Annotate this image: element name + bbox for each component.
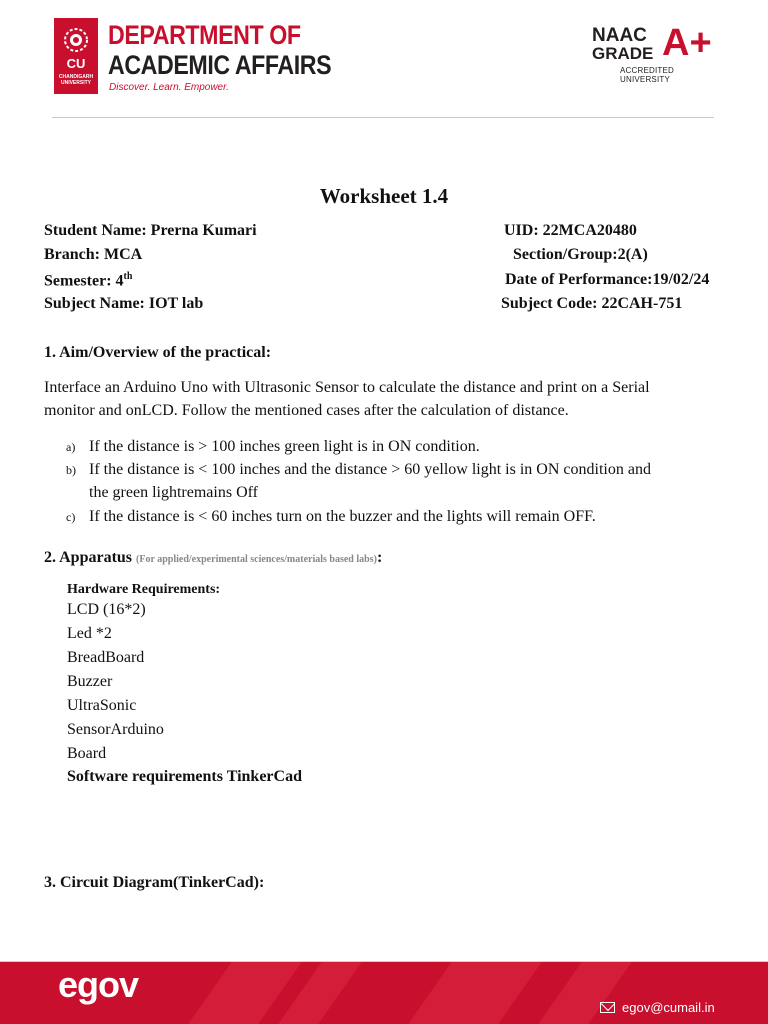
section-group: Section/Group:2(A) [513, 246, 648, 263]
hardware-item: Led *2 [67, 625, 112, 642]
list-item-text: If the distance is < 60 inches turn on the buzzer and the lights will remain OFF. [89, 508, 596, 525]
department-title-line1: DEPARTMENT OF [108, 20, 301, 50]
department-title-line2: ACADEMIC AFFAIRS [108, 50, 332, 80]
hardware-item: LCD (16*2) [67, 601, 146, 618]
list-item-text: If the distance is > 100 inches green light is in ON condition. [89, 438, 480, 455]
semester-text: Semester: 4 [44, 272, 124, 290]
section2-heading [44, 549, 382, 567]
hardware-item: BreadBoard [67, 649, 145, 666]
semester-suffix: th [123, 271, 133, 282]
subject-code: Subject Code: 22CAH-751 [501, 295, 683, 312]
semester [44, 271, 132, 290]
section2-colon: : [376, 549, 383, 566]
date-of-performance: Date of Performance:19/02/24 [505, 271, 710, 288]
header-divider [52, 117, 714, 118]
student-name: Student Name: Prerna Kumari [44, 222, 257, 239]
aim-paragraph-line1: Interface an Arduino Uno with Ultrasonic Sensor to calculate the distance and print on a Serial [44, 379, 650, 396]
worksheet-title: Worksheet 1.4 [319, 184, 449, 208]
hardware-item: Board [67, 745, 107, 762]
hardware-list [67, 598, 164, 766]
section2-note: (For applied/experimental sciences/materials based labs) [136, 554, 377, 565]
subject-name: Subject Name: IOT lab [44, 295, 204, 312]
section1-heading: 1. Aim/Overview of the practical: [44, 344, 272, 361]
aim-paragraph [44, 376, 734, 422]
list-item-text-continued: the green lightremains Off [89, 484, 258, 501]
logo-university-text: CHANDIGARH UNIVERSITY [58, 74, 94, 86]
footer-email[interactable]: egov@cumail.in [622, 1000, 715, 1015]
logo-cu-text: CU [66, 56, 86, 71]
hardware-item: UltraSonic [67, 697, 137, 714]
footer-stripe [408, 962, 541, 1024]
list-item-text: If the distance is < 100 inches and the distance > 60 yellow light is in ON condition and [89, 461, 651, 478]
cu-logo [54, 18, 98, 94]
section2-title: 2. Apparatus [44, 549, 133, 566]
branch: Branch: MCA [44, 246, 143, 263]
egov-logo: egov [58, 964, 139, 1005]
hardware-heading: Hardware Requirements: [67, 582, 221, 597]
naac-accredited-label: ACCREDITED UNIVERSITY [620, 66, 675, 84]
aim-paragraph-line2: monitor and onLCD. Follow the mentioned cases after the calculation of distance. [44, 402, 569, 419]
list-marker: a) [66, 440, 76, 454]
cu-emblem-icon [60, 24, 92, 56]
footer-stripe [538, 962, 631, 1024]
list-marker: c) [66, 510, 76, 524]
naac-grade-value: A+ [662, 22, 712, 64]
list-marker: b) [66, 463, 76, 477]
mail-icon [600, 1002, 615, 1013]
section3-heading: 3. Circuit Diagram(TinkerCad): [44, 874, 265, 891]
tagline: Discover. Learn. Empower. [109, 82, 229, 93]
software-requirements: Software requirements TinkerCad [67, 768, 302, 785]
uid: UID: 22MCA20480 [504, 222, 637, 239]
naac-badge [592, 22, 716, 84]
hardware-item: Buzzer [67, 673, 113, 690]
naac-label: NAAC [592, 25, 647, 46]
naac-grade-label: GRADE [592, 44, 654, 63]
footer-band [0, 962, 768, 1024]
hardware-item: SensorArduino [67, 721, 164, 738]
